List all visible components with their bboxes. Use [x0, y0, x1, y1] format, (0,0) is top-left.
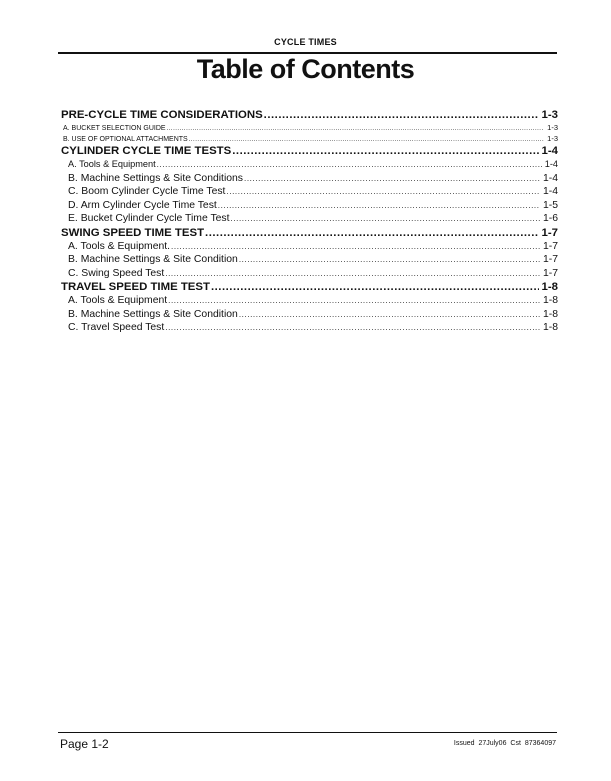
footer-page-number: Page 1-2	[60, 737, 109, 751]
toc-entry-page: 1-7	[542, 267, 558, 279]
toc-entry-page: 1-7	[542, 240, 558, 252]
table-of-contents	[61, 108, 558, 335]
toc-entry-page: 1-3	[547, 134, 558, 143]
toc-entry-page: 1-8	[541, 281, 558, 293]
toc-section-entry[interactable]	[61, 226, 558, 240]
toc-subsection-entry[interactable]	[61, 294, 558, 308]
toc-entry-page: 1-4	[541, 145, 558, 157]
toc-section-entry[interactable]	[61, 280, 558, 294]
footer-rule	[58, 732, 557, 733]
toc-subsection-entry[interactable]	[61, 185, 558, 199]
toc-entry-label: A. Tools & Equipment	[68, 295, 168, 306]
page-title: Table of Contents	[196, 54, 415, 84]
toc-section-entry[interactable]	[61, 144, 558, 158]
toc-entry-label: PRE-CYCLE TIME CONSIDERATIONS	[61, 109, 263, 121]
toc-dot-leader	[167, 124, 545, 133]
toc-subsection-entry[interactable]	[61, 240, 558, 254]
toc-entry-label: B. USE OF OPTIONAL ATTACHMENTS	[63, 136, 188, 143]
toc-entry-label: C. Travel Speed Test	[68, 322, 165, 333]
toc-subsection-entry[interactable]	[61, 133, 558, 144]
toc-entry-label: CYLINDER CYCLE TIME TESTS	[61, 145, 232, 157]
toc-subsection-entry[interactable]	[61, 199, 558, 213]
toc-subsection-entry[interactable]	[61, 253, 558, 267]
toc-entry-page: 1-8	[542, 295, 558, 306]
toc-dot-leader	[239, 308, 540, 322]
toc-entry-label: B. Machine Settings & Site Condition	[68, 308, 238, 320]
toc-entry-page: 1-8	[542, 308, 558, 320]
toc-entry-label: B. Machine Settings & Site Condition	[68, 254, 238, 265]
toc-entry-label: D. Arm Cylinder Cycle Time Test	[68, 199, 217, 211]
toc-entry-page: 1-8	[542, 322, 558, 333]
toc-subsection-entry[interactable]	[61, 308, 558, 322]
toc-subsection-entry[interactable]	[61, 212, 558, 226]
toc-dot-leader	[165, 267, 540, 281]
toc-entry-page: 1-3	[541, 109, 558, 121]
toc-dot-leader	[244, 172, 540, 186]
toc-entry-label: SWING SPEED TIME TEST	[61, 226, 205, 239]
toc-entry-label: C. Boom Cylinder Cycle Time Test	[68, 186, 226, 197]
toc-entry-label: A. Tools & Equipment.	[68, 240, 171, 252]
footer-issue-info: Issued 27July06 Cst 87364097	[453, 740, 556, 747]
toc-section-entry[interactable]	[61, 108, 558, 122]
toc-subsection-entry[interactable]	[61, 122, 558, 133]
toc-dot-leader	[232, 144, 538, 158]
toc-dot-leader	[218, 199, 540, 213]
toc-subsection-entry[interactable]	[61, 172, 558, 186]
toc-subsection-entry[interactable]	[61, 158, 558, 172]
section-header: CYCLE TIMES	[274, 37, 337, 47]
toc-entry-label: E. Bucket Cylinder Cycle Time Test	[68, 213, 230, 224]
toc-entry-page: 1-5	[542, 199, 558, 211]
toc-entry-label: A. Tools & Equipment	[68, 159, 156, 169]
toc-entry-page: 1-6	[542, 213, 558, 224]
toc-entry-page: 1-7	[542, 254, 558, 265]
toc-entry-label: TRAVEL SPEED TIME TEST	[61, 281, 210, 293]
toc-dot-leader	[211, 280, 539, 294]
toc-dot-leader	[165, 321, 540, 335]
toc-dot-leader	[157, 158, 542, 172]
toc-dot-leader	[239, 253, 540, 267]
toc-dot-leader	[226, 185, 540, 199]
toc-entry-label: C. Swing Speed Test	[68, 267, 165, 279]
toc-dot-leader	[168, 294, 540, 308]
toc-dot-leader	[171, 240, 540, 254]
toc-dot-leader	[205, 226, 539, 240]
toc-entry-page: 1-7	[541, 226, 558, 239]
toc-entry-label: B. Machine Settings & Site Conditions	[68, 172, 244, 184]
toc-subsection-entry[interactable]	[61, 267, 558, 281]
toc-entry-page: 1-4	[542, 172, 558, 184]
toc-entry-label: A. BUCKET SELECTION GUIDE	[63, 125, 166, 132]
toc-dot-leader	[231, 212, 540, 226]
toc-entry-page: 1-3	[547, 123, 558, 132]
toc-subsection-entry[interactable]	[61, 321, 558, 335]
toc-entry-page: 1-4	[542, 186, 558, 197]
toc-dot-leader	[264, 108, 539, 122]
toc-dot-leader	[189, 135, 544, 144]
toc-entry-page: 1-4	[544, 159, 558, 169]
